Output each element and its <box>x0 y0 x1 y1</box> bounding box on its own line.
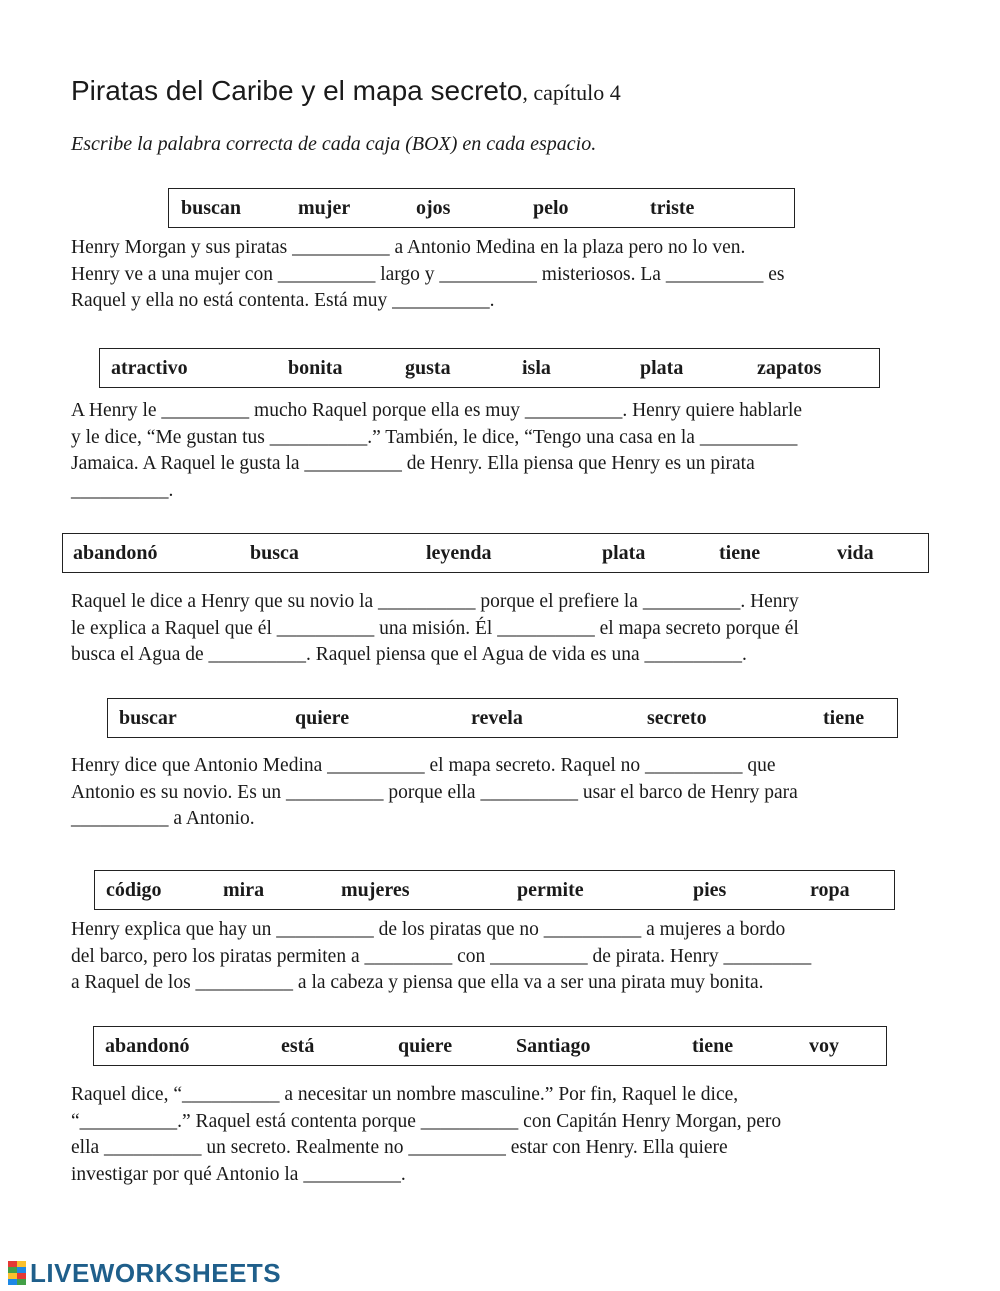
paragraph-3 <box>71 589 951 669</box>
word-box-item: quiere <box>295 707 350 729</box>
paragraph-line: busca el Agua de __________. Raquel piensa que el Agua de vida es una __________. <box>71 644 747 665</box>
word-box-item: tiene <box>692 1035 734 1057</box>
paragraph-line: Raquel y ella no está contenta. Está muy __________. <box>71 290 495 311</box>
word-box-item: pies <box>693 879 727 901</box>
word-box-item: voy <box>809 1035 839 1057</box>
paragraph-line: Henry ve a una mujer con __________ largo y __________ misteriosos. La __________ es <box>71 263 785 285</box>
paragraph-line: investigar por qué Antonio la __________. <box>71 1163 406 1185</box>
logo-text: LIVEWORKSHEETS <box>30 1258 282 1288</box>
paragraph-5 <box>71 917 951 997</box>
word-box-3 <box>62 533 929 573</box>
word-box-item: está <box>281 1035 315 1057</box>
paragraph-line: le explica a Raquel que él __________ una misión. Él __________ el mapa secreto porque él <box>71 617 799 639</box>
paragraph-line: Henry explica que hay un __________ de los piratas que no __________ a mujeres a bordo <box>71 919 786 940</box>
paragraph-line: y le dice, “Me gustan tus __________.” También, le dice, “Tengo una casa en la __________ <box>71 426 798 448</box>
word-box-5 <box>94 870 895 910</box>
logo-icon-cell <box>8 1279 17 1285</box>
logo-icon-cell <box>17 1279 26 1285</box>
title-main: Piratas del Caribe y el mapa secreto <box>71 75 523 106</box>
paragraph-2 <box>71 398 951 504</box>
word-box-item: mujeres <box>341 879 410 901</box>
word-box-item: atractivo <box>111 357 188 379</box>
title-chapter: , capítulo 4 <box>522 80 621 105</box>
paragraph-line: __________. <box>71 479 174 501</box>
paragraph-line: del barco, pero los piratas permiten a _________ con __________ de pirata. Henry _________ <box>71 945 812 967</box>
word-box-item: bonita <box>288 357 343 379</box>
word-box-item: código <box>106 879 162 901</box>
word-box-item: leyenda <box>426 542 492 564</box>
word-box-item: buscar <box>119 707 177 729</box>
word-box-item: permite <box>517 879 584 901</box>
page-title <box>71 74 621 110</box>
word-box-item: ojos <box>416 197 451 219</box>
word-box-item: mujer <box>298 197 351 219</box>
paragraph-6 <box>71 1082 951 1188</box>
word-box-item: Santiago <box>516 1035 591 1057</box>
word-box-item: secreto <box>647 707 707 729</box>
word-box-item: quiere <box>398 1035 453 1057</box>
word-box-item: tiene <box>823 707 865 729</box>
liveworksheets-logo-icon <box>8 1261 26 1285</box>
word-box-item: pelo <box>533 197 569 219</box>
paragraph-1 <box>71 235 951 315</box>
instructions: Escribe la palabra correcta de cada caja (BOX) en cada espacio. <box>71 133 597 155</box>
paragraph-line: A Henry le _________ mucho Raquel porque ella es muy __________. Henry quiere hablarle <box>71 400 803 421</box>
paragraph-line: Henry Morgan y sus piratas __________ a Antonio Medina en la plaza pero no lo ven. <box>71 237 746 258</box>
word-box-item: isla <box>522 357 551 379</box>
paragraph-line: ella __________ un secreto. Realmente no __________ estar con Henry. Ella quiere <box>71 1137 728 1158</box>
paragraph-4 <box>71 753 951 833</box>
word-box-item: mira <box>223 879 265 901</box>
paragraph-line: a Raquel de los __________ a la cabeza y piensa que ella va a ser una pirata muy bonita. <box>71 972 764 993</box>
word-box-1 <box>168 188 795 228</box>
word-box-item: vida <box>837 542 874 564</box>
word-box-item: tiene <box>719 542 761 564</box>
word-box-item: revela <box>471 707 523 729</box>
word-box-item: abandonó <box>73 542 158 564</box>
word-box-item: gusta <box>405 357 451 379</box>
word-box-item: plata <box>640 357 684 379</box>
paragraph-line: Henry dice que Antonio Medina __________ el mapa secreto. Raquel no __________ que <box>71 755 776 776</box>
word-box-item: buscan <box>181 197 242 219</box>
word-box-4 <box>107 698 898 738</box>
paragraph-line: Raquel dice, “__________ a necesitar un nombre masculine.” Por fin, Raquel le dice, <box>71 1084 739 1105</box>
paragraph-line: “__________.” Raquel está contenta porque __________ con Capitán Henry Morgan, pero <box>71 1110 782 1132</box>
paragraph-line: Raquel le dice a Henry que su novio la __________ porque el prefiere la __________. Henry <box>71 591 799 612</box>
paragraph-line: Antonio es su novio. Es un __________ porque ella __________ usar el barco de Henry para <box>71 781 798 803</box>
word-box-2 <box>99 348 880 388</box>
paragraph-line: __________ a Antonio. <box>71 808 255 829</box>
liveworksheets-logo[interactable] <box>8 1258 281 1288</box>
word-box-item: zapatos <box>757 357 822 379</box>
word-box-item: ropa <box>810 879 850 901</box>
word-box-6 <box>93 1026 887 1066</box>
word-box-item: busca <box>250 542 299 564</box>
word-box-item: plata <box>602 542 646 564</box>
word-box-item: triste <box>650 197 695 219</box>
word-box-item: abandonó <box>105 1035 190 1057</box>
paragraph-line: Jamaica. A Raquel le gusta la __________ de Henry. Ella piensa que Henry es un pirata <box>71 453 755 474</box>
